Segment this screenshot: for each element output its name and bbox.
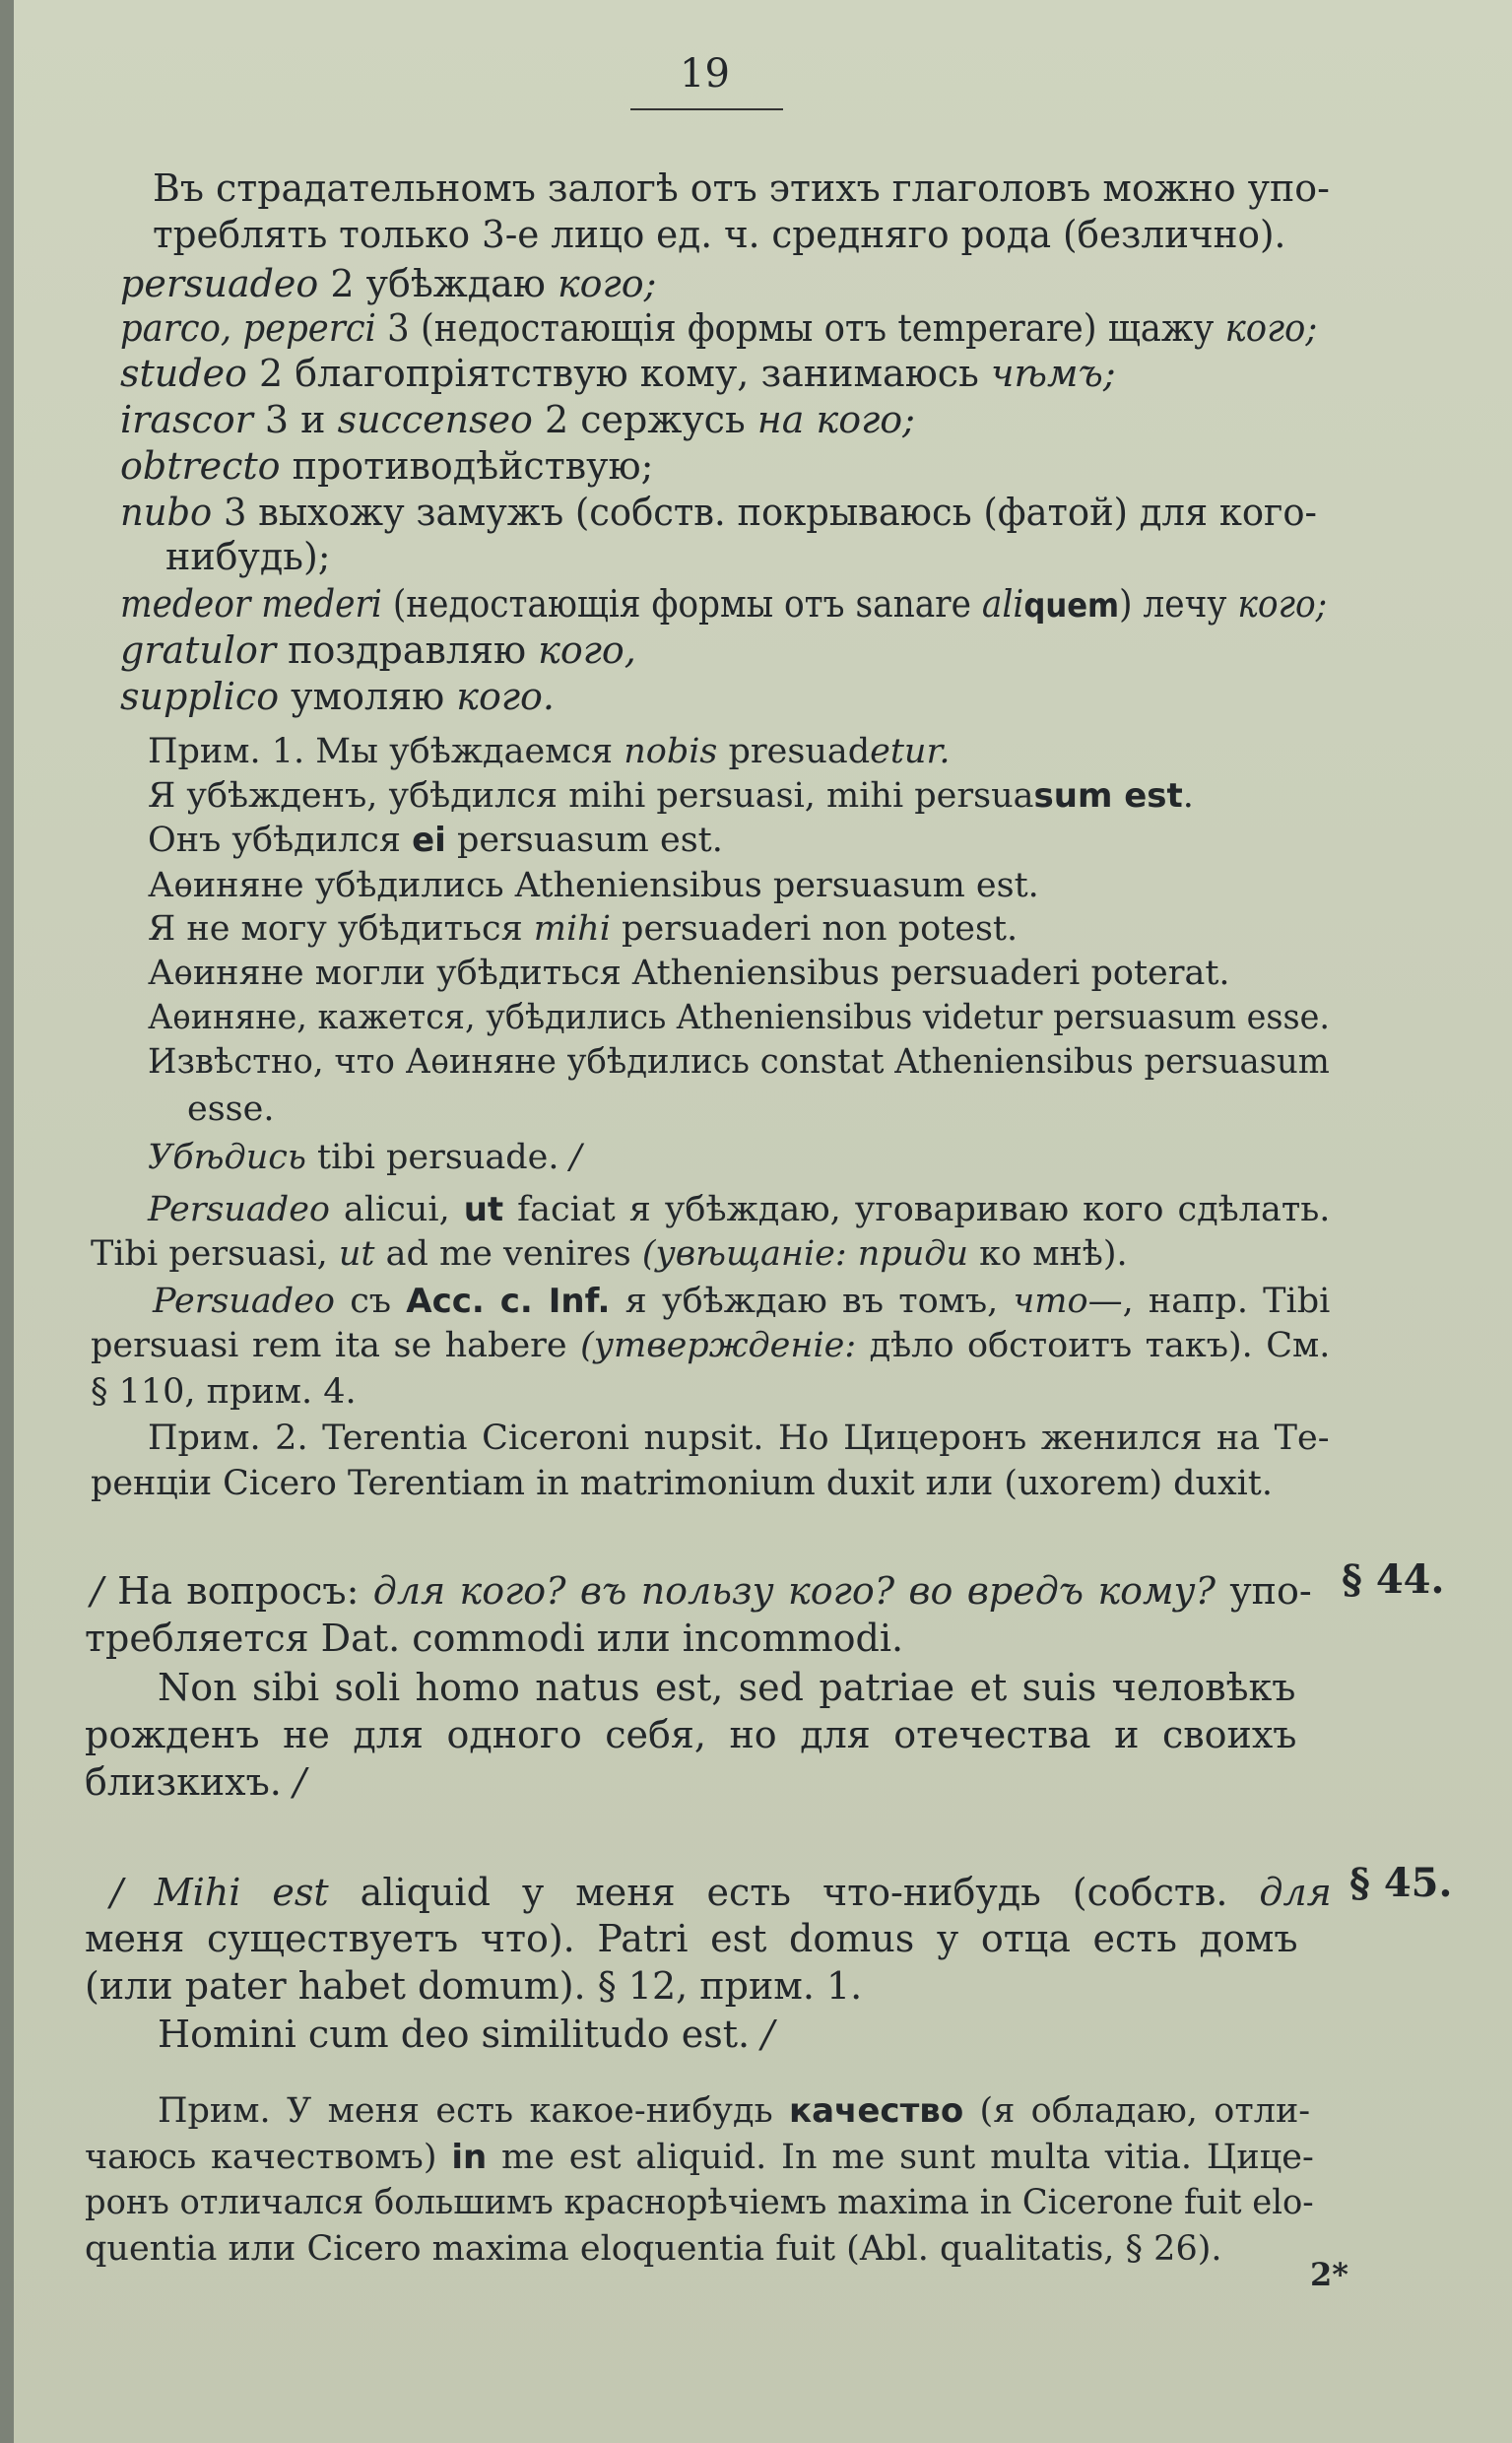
text-segment: / [761, 2013, 774, 2056]
text-segment: (недостающія формы отъ sanare [381, 582, 982, 626]
text-segment: 3 и [252, 398, 338, 441]
text-line-l13 [148, 729, 950, 774]
text-segment: persuadeo [120, 262, 319, 305]
text-segment: Non sibi soli homo natus est, sed patriae et suis человѣкъ [158, 1666, 1296, 1709]
text-segment: quentia или Cicero maxima eloquentia fuit (Abl. qualitatis, § 26). [85, 2229, 1222, 2269]
text-line-l20 [148, 1039, 1330, 1085]
text-line-l17 [148, 906, 1018, 952]
text-line-l11 [120, 627, 636, 673]
text-line-l40 [85, 2135, 1314, 2180]
text-segment: кого. [456, 675, 555, 718]
text-segment: 2 убѣждаю [318, 262, 558, 305]
text-segment: Онъ убѣдился [148, 821, 413, 860]
text-segment: Homini cum deo similitudo est. [158, 2013, 762, 2056]
text-segment: ad me venires [374, 1234, 642, 1274]
text-segment: ренціи Cicero Terentiam in matrimonium duxit или (uxorem) duxit. [91, 1464, 1273, 1503]
text-segment: Убѣдись [148, 1138, 306, 1177]
text-segment: для [1259, 1871, 1332, 1914]
text-segment: Acc. c. Inf. [406, 1282, 611, 1321]
text-segment: (утвержденіе: [580, 1326, 857, 1365]
text-segment: Tibi persuasi, [91, 1234, 339, 1274]
text-segment: / Mihi est [110, 1871, 329, 1914]
text-segment: (я обладаю, отли- [963, 2091, 1311, 2131]
text-segment: противодѣйствую; [280, 444, 654, 488]
text-segment: / [293, 1760, 306, 1804]
text-segment: mihi [533, 909, 611, 949]
text-line-l23 [148, 1187, 1330, 1232]
text-segment: поздравляю [276, 628, 539, 672]
text-line-l42 [85, 2226, 1222, 2272]
text-segment: gratulor [120, 628, 277, 672]
text-segment: tibi persuade. [305, 1138, 570, 1177]
text-line-l10 [120, 581, 1327, 628]
text-line-l27 [91, 1369, 357, 1415]
text-line-l5 [120, 351, 1116, 396]
text-line-l31 [85, 1616, 903, 1661]
text-segment: Прим. 2. Terentia Ciceroni nupsit. Но Цицеронъ женился на Те- [148, 1419, 1330, 1458]
text-segment: кого; [1224, 306, 1318, 350]
text-segment: кого; [1237, 582, 1328, 626]
text-segment: parco, peperci [120, 306, 376, 350]
page-number-rule [630, 108, 783, 110]
text-segment: persuaderi non potest. [610, 909, 1019, 949]
text-line-l33 [85, 1712, 1296, 1757]
text-line-l9 [165, 534, 331, 579]
signature-mark: 2* [1310, 2256, 1348, 2293]
text-segment: для кого? въ пользу кого? во вредъ кому? [372, 1569, 1216, 1613]
text-segment: 2 сержусь [532, 398, 757, 441]
text-line-l38 [158, 2012, 774, 2057]
section-45-marker: § 45. [1349, 1860, 1453, 1906]
text-line-l16 [148, 863, 1039, 908]
text-segment: quem [1023, 586, 1120, 626]
text-line-l25 [153, 1279, 1330, 1324]
text-segment: рожденъ не для одного себя, но для отечества и своихъ [85, 1713, 1297, 1756]
text-segment: aliquid у меня есть что-нибудь (собств. [328, 1871, 1260, 1914]
text-segment: studeo [120, 352, 247, 395]
text-segment: Аѳиняне убѣдились Atheniensibus persuasum est. [148, 866, 1039, 905]
text-segment: / [569, 1138, 582, 1177]
text-segment: кого; [557, 262, 657, 305]
text-line-l26 [91, 1323, 1330, 1368]
text-segment: Въ страдательномъ залогѣ отъ этихъ глаголовъ можно упо- [153, 166, 1330, 210]
page-edge-shadow [0, 0, 14, 2443]
text-segment: (увѣщаніе: приди [641, 1234, 969, 1274]
text-line-l21 [187, 1087, 274, 1132]
text-segment: esse. [187, 1089, 275, 1129]
page-number: 19 [680, 51, 730, 97]
text-line-l34 [85, 1759, 306, 1805]
text-segment: supplico [120, 675, 280, 718]
text-segment: 3 выхожу замужъ (собств. покрываюсь (фатой) для кого- [212, 491, 1317, 534]
text-segment: Persuadeo [148, 1190, 330, 1229]
text-segment: presuad [717, 732, 871, 771]
text-segment: succenseo [337, 398, 533, 441]
text-line-l24 [91, 1231, 1128, 1277]
text-segment: кого, [538, 628, 636, 672]
text-segment: съ [334, 1282, 407, 1321]
text-line-l32 [158, 1665, 1295, 1710]
text-segment: ко мнѣ). [968, 1234, 1128, 1274]
text-line-l12 [120, 674, 555, 719]
text-segment: ut [463, 1190, 504, 1229]
text-segment: качество [789, 2091, 964, 2131]
text-line-l35 [110, 1870, 1332, 1915]
text-segment: На вопросъ: [102, 1569, 373, 1613]
text-line-l30 [91, 1568, 1312, 1614]
text-segment: nubo [120, 491, 213, 534]
text-segment: на кого; [756, 398, 915, 441]
text-line-l15 [148, 818, 723, 863]
text-segment: близкихъ. [85, 1760, 294, 1804]
text-line-l41 [85, 2180, 1314, 2225]
text-segment: obtrecto [120, 444, 281, 488]
text-segment: ali [981, 582, 1024, 626]
text-line-l3 [120, 261, 656, 306]
text-segment: Аѳиняне, кажется, убѣдились Atheniensibus videtur persuasum esse. [148, 998, 1331, 1037]
text-segment: / [91, 1569, 103, 1613]
text-segment: умоляю [279, 675, 457, 718]
text-segment: требляется Dat. commodi или incommodi. [85, 1617, 904, 1660]
text-segment: я убѣждаю въ томъ, [610, 1282, 1014, 1321]
text-segment: чѣмъ; [990, 352, 1116, 395]
text-segment: Я не могу убѣдиться [148, 909, 534, 949]
text-segment: medeor mederi [120, 582, 382, 626]
text-segment: ) лечу [1119, 582, 1238, 626]
text-segment: Persuadeo [153, 1282, 335, 1321]
text-segment: § 110, прим. 4. [91, 1372, 357, 1412]
text-segment: Я убѣжденъ, убѣдился mihi persuasi, mihi persua [148, 776, 1034, 816]
text-line-l28 [148, 1416, 1330, 1461]
text-segment: меня существуетъ что). Patri est domus у отца есть домъ [85, 1917, 1298, 1960]
text-segment: 3 (недостающія формы отъ temperare) щажу [375, 306, 1225, 350]
text-segment: persuasum est. [445, 821, 723, 860]
text-segment: нибудь); [165, 535, 331, 578]
text-line-l1 [153, 165, 1330, 211]
text-segment: . [1182, 776, 1194, 816]
text-segment: sum est [1033, 776, 1183, 816]
text-segment: упо- [1215, 1569, 1312, 1613]
text-line-l36 [85, 1916, 1298, 1961]
text-segment: me est aliquid. In me sunt multa vitia. Цице- [487, 2138, 1314, 2177]
text-line-l14 [148, 773, 1194, 819]
text-segment: Извѣстно, что Аѳиняне убѣдились constat Atheniensibus persuasum [148, 1042, 1330, 1082]
text-segment: persuasi rem ita se habere [91, 1326, 581, 1365]
text-segment: alicui, [329, 1190, 464, 1229]
text-segment: irascor [120, 398, 253, 441]
text-line-l6 [120, 397, 915, 442]
text-segment: что [1013, 1282, 1088, 1321]
text-segment: треблять только 3-е лицо ед. ч. средняго рода (безлично). [153, 213, 1286, 256]
text-line-l4 [120, 305, 1317, 351]
text-line-l7 [120, 443, 653, 489]
text-segment: Прим. 1. Мы убѣждаемся [148, 732, 625, 771]
text-line-l37 [85, 1963, 862, 2009]
text-line-l39 [158, 2088, 1310, 2134]
text-segment: in [451, 2138, 488, 2177]
text-segment: etur. [870, 732, 951, 771]
text-segment: ut [338, 1234, 375, 1274]
text-segment: Аѳиняне могли убѣдиться Atheniensibus persuaderi poterat. [148, 954, 1230, 993]
text-segment: чаюсь качествомъ) [85, 2138, 452, 2177]
text-line-l19 [148, 995, 1330, 1040]
text-segment: nobis [624, 732, 718, 771]
text-segment: 2 благопріятствую кому, занимаюсь [246, 352, 991, 395]
text-segment: ei [412, 821, 446, 860]
text-segment: —, напр. Tibi [1087, 1282, 1331, 1321]
text-segment: дѣло обстоитъ такъ). См. [856, 1326, 1331, 1365]
section-44-marker: § 44. [1342, 1556, 1445, 1603]
text-line-l8 [120, 490, 1317, 535]
text-segment: (или pater habet domum). § 12, прим. 1. [85, 1964, 863, 2008]
text-segment: faciat я убѣждаю, уговариваю кого сдѣлать. [503, 1190, 1331, 1229]
text-line-l22 [148, 1135, 581, 1180]
text-line-l18 [148, 951, 1230, 996]
text-line-l2 [153, 212, 1285, 257]
text-segment: Прим. У меня есть какое-нибудь [158, 2091, 790, 2131]
text-segment: ронъ отличался большимъ краснорѣчіемъ maxima in Cicerone fuit elo- [85, 2183, 1314, 2222]
text-line-l29 [91, 1461, 1273, 1506]
